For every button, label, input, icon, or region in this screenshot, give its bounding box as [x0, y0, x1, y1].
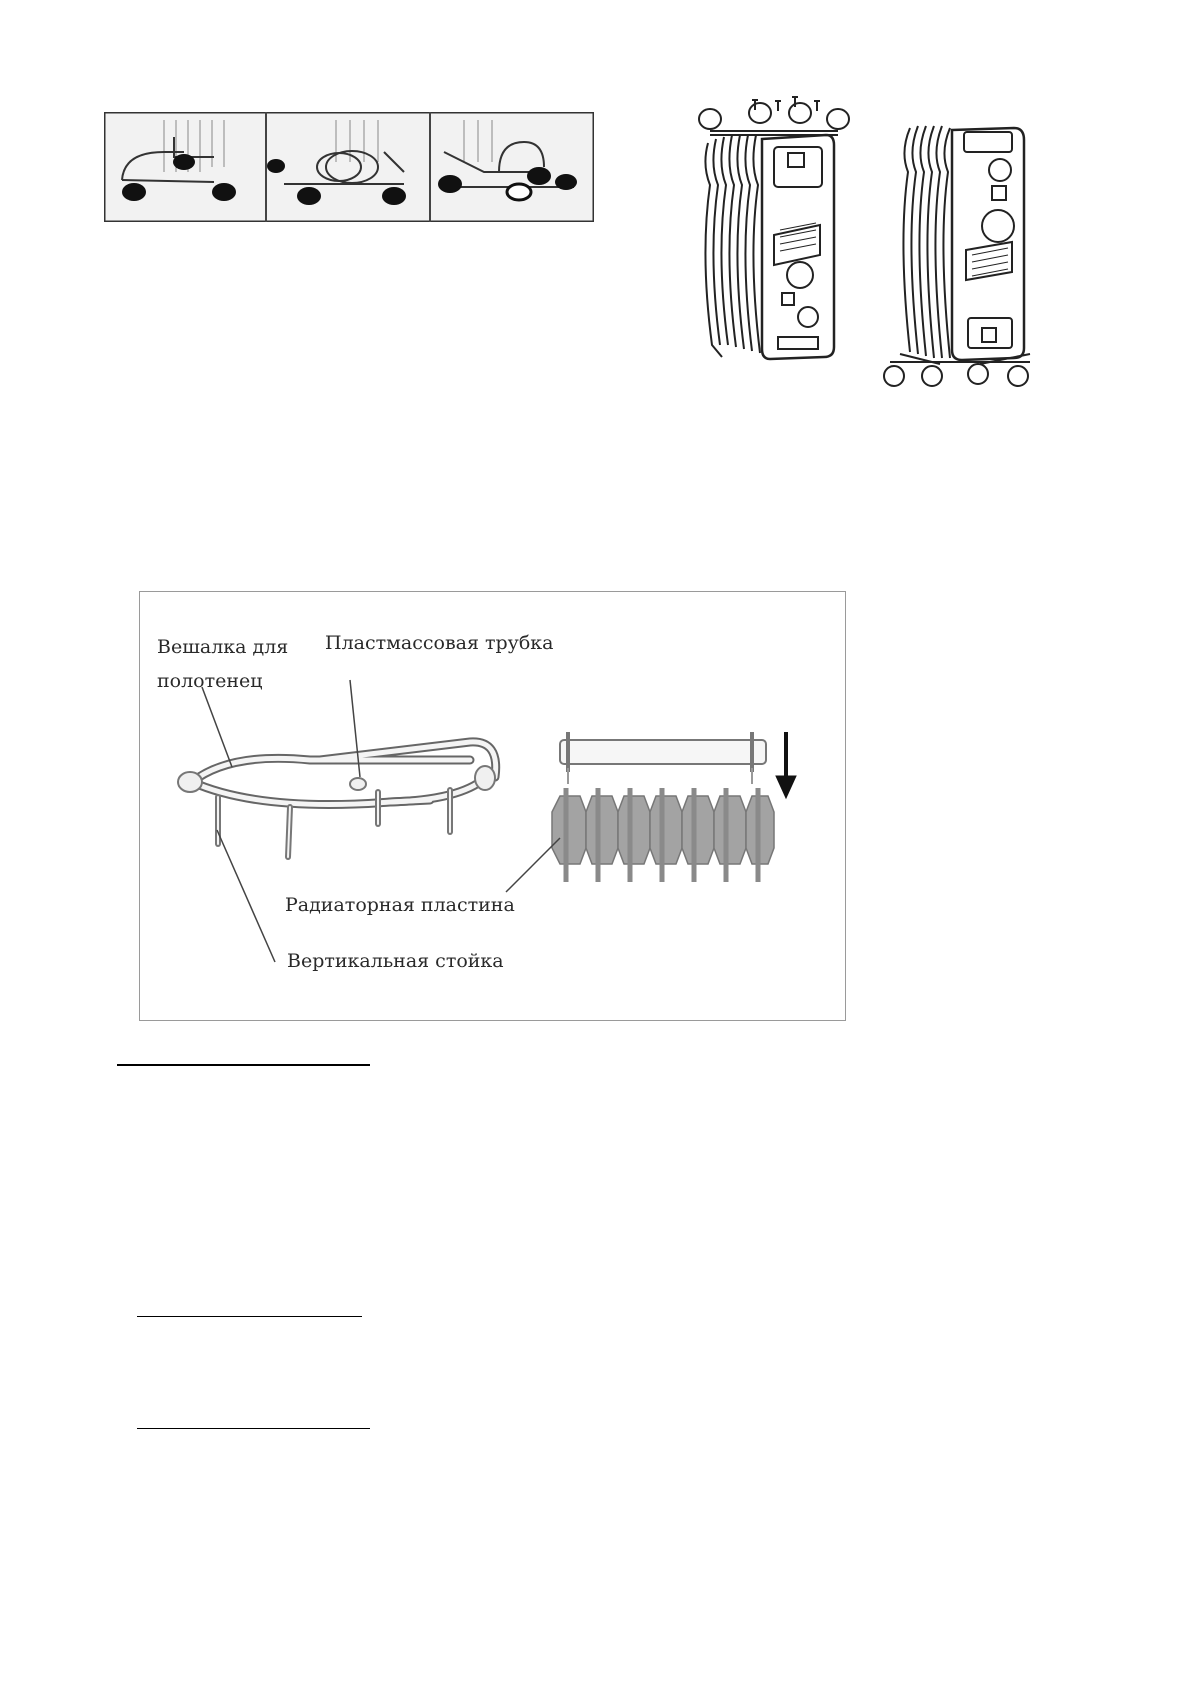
section-heading-underline [117, 1064, 370, 1066]
towel-rack-figure [139, 591, 846, 1021]
oil-heater-upright-illustration [880, 122, 1040, 390]
assembly-steps-figure [104, 112, 594, 222]
assembly-steps-illustration [104, 112, 594, 222]
subsection-underline-1 [137, 1316, 362, 1317]
heater-figure-on-wheels [880, 122, 1040, 390]
subsection-underline-2 [137, 1428, 370, 1429]
label-radiator-plate: Радиаторная пластина [285, 894, 515, 916]
oil-heater-upside-down-illustration [690, 95, 850, 380]
heater-figure-top-mounting [690, 95, 850, 380]
label-plastic-tube: Пластмассовая трубка [325, 632, 554, 654]
label-towel-hanger: Вешалка для полотенец [157, 636, 289, 692]
label-vertical-post: Вертикальная стойка [287, 950, 504, 972]
